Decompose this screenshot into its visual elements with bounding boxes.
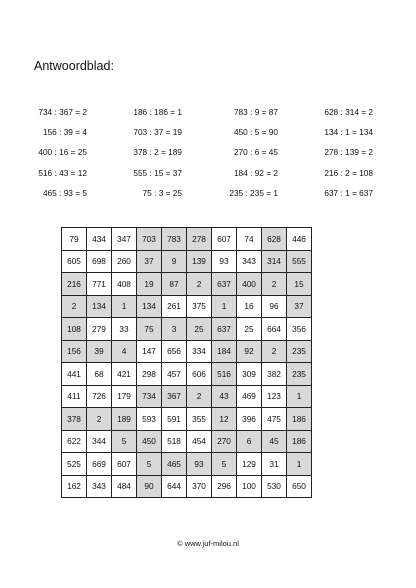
grid-cell: 396 (237, 408, 262, 431)
grid-cell: 434 (87, 228, 112, 251)
grid-cell: 637 (212, 273, 237, 296)
grid-cell: 298 (137, 363, 162, 386)
grid-cell: 2 (87, 408, 112, 431)
grid-cell: 96 (262, 295, 287, 318)
grid-cell: 606 (187, 363, 212, 386)
grid-cell: 703 (137, 228, 162, 251)
grid-row (62, 318, 312, 341)
grid-cell: 441 (62, 363, 87, 386)
answer-item: 134 : 1 = 134 (324, 127, 373, 137)
grid-cell: 296 (212, 475, 237, 498)
grid-cell: 400 (237, 273, 262, 296)
grid-cell: 734 (137, 385, 162, 408)
grid-cell: 260 (112, 250, 137, 273)
grid-cell: 134 (87, 295, 112, 318)
grid-cell: 591 (162, 408, 187, 431)
grid-row (62, 430, 312, 453)
grid-cell: 347 (112, 228, 137, 251)
grid-cell: 408 (112, 273, 137, 296)
grid-cell: 421 (112, 363, 137, 386)
answer-row (0, 105, 416, 119)
grid-cell: 68 (87, 363, 112, 386)
grid-cell: 356 (287, 318, 312, 341)
grid-cell: 37 (287, 295, 312, 318)
grid-cell: 475 (262, 408, 287, 431)
grid-cell: 235 (287, 340, 312, 363)
grid-cell: 1 (287, 453, 312, 476)
grid-cell: 343 (87, 475, 112, 498)
grid-cell: 93 (212, 250, 237, 273)
grid-cell: 87 (162, 273, 187, 296)
grid-cell: 411 (62, 385, 87, 408)
grid-cell: 375 (187, 295, 212, 318)
grid-cell: 184 (212, 340, 237, 363)
grid-cell: 607 (112, 453, 137, 476)
grid-cell: 156 (62, 340, 87, 363)
grid-cell: 1 (212, 295, 237, 318)
grid-cell: 179 (112, 385, 137, 408)
grid-cell: 74 (237, 228, 262, 251)
grid-cell: 605 (62, 250, 87, 273)
grid-cell: 484 (112, 475, 137, 498)
grid-cell: 4 (112, 340, 137, 363)
grid-cell: 270 (212, 430, 237, 453)
grid-cell: 147 (137, 340, 162, 363)
answer-item: 186 : 186 = 1 (133, 107, 182, 117)
page-title: Antwoordblad: (34, 59, 114, 73)
answer-item: 270 : 6 = 45 (233, 147, 278, 157)
grid-cell: 16 (237, 295, 262, 318)
answer-item: 75 : 3 = 25 (142, 188, 182, 198)
grid-cell: 19 (137, 273, 162, 296)
grid-cell: 2 (262, 273, 287, 296)
grid-cell: 108 (62, 318, 87, 341)
grid-cell: 367 (162, 385, 187, 408)
grid-cell: 31 (262, 453, 287, 476)
grid-cell: 516 (212, 363, 237, 386)
grid-cell: 45 (262, 430, 287, 453)
grid-cell: 669 (87, 453, 112, 476)
answer-item: 703 : 37 = 19 (133, 127, 182, 137)
grid-cell: 2 (262, 340, 287, 363)
grid-cell: 726 (87, 385, 112, 408)
answer-item: 555 : 15 = 37 (133, 168, 182, 178)
grid-cell: 37 (137, 250, 162, 273)
answer-item: 783 : 9 = 87 (233, 107, 278, 117)
grid-cell: 622 (62, 430, 87, 453)
answer-item: 278 : 139 = 2 (324, 147, 373, 157)
grid-cell: 344 (87, 430, 112, 453)
grid-cell: 39 (87, 340, 112, 363)
grid-cell: 5 (112, 430, 137, 453)
answer-item: 637 : 1 = 637 (324, 188, 373, 198)
grid-cell: 235 (287, 363, 312, 386)
grid-cell: 355 (187, 408, 212, 431)
grid-cell: 2 (187, 273, 212, 296)
grid-cell: 25 (237, 318, 262, 341)
grid-cell: 465 (162, 453, 187, 476)
grid-cell: 6 (237, 430, 262, 453)
grid-cell: 2 (62, 295, 87, 318)
grid-cell: 378 (62, 408, 87, 431)
grid-cell: 382 (262, 363, 287, 386)
answer-item: 450 : 5 = 90 (233, 127, 278, 137)
grid-cell: 628 (262, 228, 287, 251)
grid-cell: 664 (262, 318, 287, 341)
answer-item: 216 : 2 = 108 (324, 168, 373, 178)
grid-cell: 469 (237, 385, 262, 408)
grid-cell: 1 (112, 295, 137, 318)
grid-cell: 123 (262, 385, 287, 408)
grid-cell: 162 (62, 475, 87, 498)
grid-row (62, 408, 312, 431)
grid-cell: 450 (137, 430, 162, 453)
grid-cell: 2 (187, 385, 212, 408)
grid-cell: 343 (237, 250, 262, 273)
grid-cell: 783 (162, 228, 187, 251)
grid-cell: 698 (87, 250, 112, 273)
grid-cell: 92 (237, 340, 262, 363)
answer-item: 235 : 235 = 1 (229, 188, 278, 198)
grid-cell: 216 (62, 273, 87, 296)
grid-row (62, 340, 312, 363)
grid-cell: 129 (237, 453, 262, 476)
grid-cell: 261 (162, 295, 187, 318)
answer-row (0, 145, 416, 159)
grid-cell: 279 (87, 318, 112, 341)
grid-cell: 656 (162, 340, 187, 363)
grid-row (62, 475, 312, 498)
grid-row (62, 228, 312, 251)
answer-item: 156 : 39 = 4 (42, 127, 87, 137)
grid-cell: 3 (162, 318, 187, 341)
grid-cell: 33 (112, 318, 137, 341)
number-grid (61, 227, 312, 498)
grid-cell: 189 (112, 408, 137, 431)
grid-cell: 186 (287, 408, 312, 431)
grid-cell: 139 (187, 250, 212, 273)
grid-cell: 1 (287, 385, 312, 408)
answer-item: 400 : 16 = 25 (38, 147, 87, 157)
grid-cell: 650 (287, 475, 312, 498)
grid-cell: 9 (162, 250, 187, 273)
answer-row (0, 186, 416, 200)
grid-row (62, 295, 312, 318)
grid-cell: 314 (262, 250, 287, 273)
grid-cell: 525 (62, 453, 87, 476)
grid-cell: 5 (212, 453, 237, 476)
grid-cell: 593 (137, 408, 162, 431)
grid-cell: 43 (212, 385, 237, 408)
grid-row (62, 363, 312, 386)
grid-cell: 457 (162, 363, 187, 386)
grid-cell: 100 (237, 475, 262, 498)
grid-cell: 454 (187, 430, 212, 453)
answer-item: 628 : 314 = 2 (324, 107, 373, 117)
grid-cell: 637 (212, 318, 237, 341)
grid-cell: 370 (187, 475, 212, 498)
grid-cell: 90 (137, 475, 162, 498)
grid-cell: 309 (237, 363, 262, 386)
grid-cell: 5 (137, 453, 162, 476)
grid-cell: 186 (287, 430, 312, 453)
grid-cell: 278 (187, 228, 212, 251)
grid-cell: 771 (87, 273, 112, 296)
grid-cell: 530 (262, 475, 287, 498)
answer-item: 378 : 2 = 189 (133, 147, 182, 157)
grid-cell: 644 (162, 475, 187, 498)
grid-cell: 12 (212, 408, 237, 431)
footer-credit: © www.juf-milou.nl (177, 539, 239, 548)
grid-row (62, 385, 312, 408)
grid-cell: 134 (137, 295, 162, 318)
answer-item: 734 : 367 = 2 (38, 107, 87, 117)
grid-row (62, 273, 312, 296)
answer-item: 516 : 43 = 12 (38, 168, 87, 178)
grid-cell: 607 (212, 228, 237, 251)
grid-cell: 93 (187, 453, 212, 476)
grid-cell: 334 (187, 340, 212, 363)
grid-cell: 79 (62, 228, 87, 251)
grid-cell: 518 (162, 430, 187, 453)
answer-row (0, 166, 416, 180)
grid-cell: 75 (137, 318, 162, 341)
grid-cell: 15 (287, 273, 312, 296)
grid-row (62, 250, 312, 273)
grid-cell: 25 (187, 318, 212, 341)
answer-item: 184 : 92 = 2 (233, 168, 278, 178)
answer-row (0, 125, 416, 139)
grid-cell: 555 (287, 250, 312, 273)
grid-row (62, 453, 312, 476)
grid-cell: 446 (287, 228, 312, 251)
answer-item: 465 : 93 = 5 (42, 188, 87, 198)
